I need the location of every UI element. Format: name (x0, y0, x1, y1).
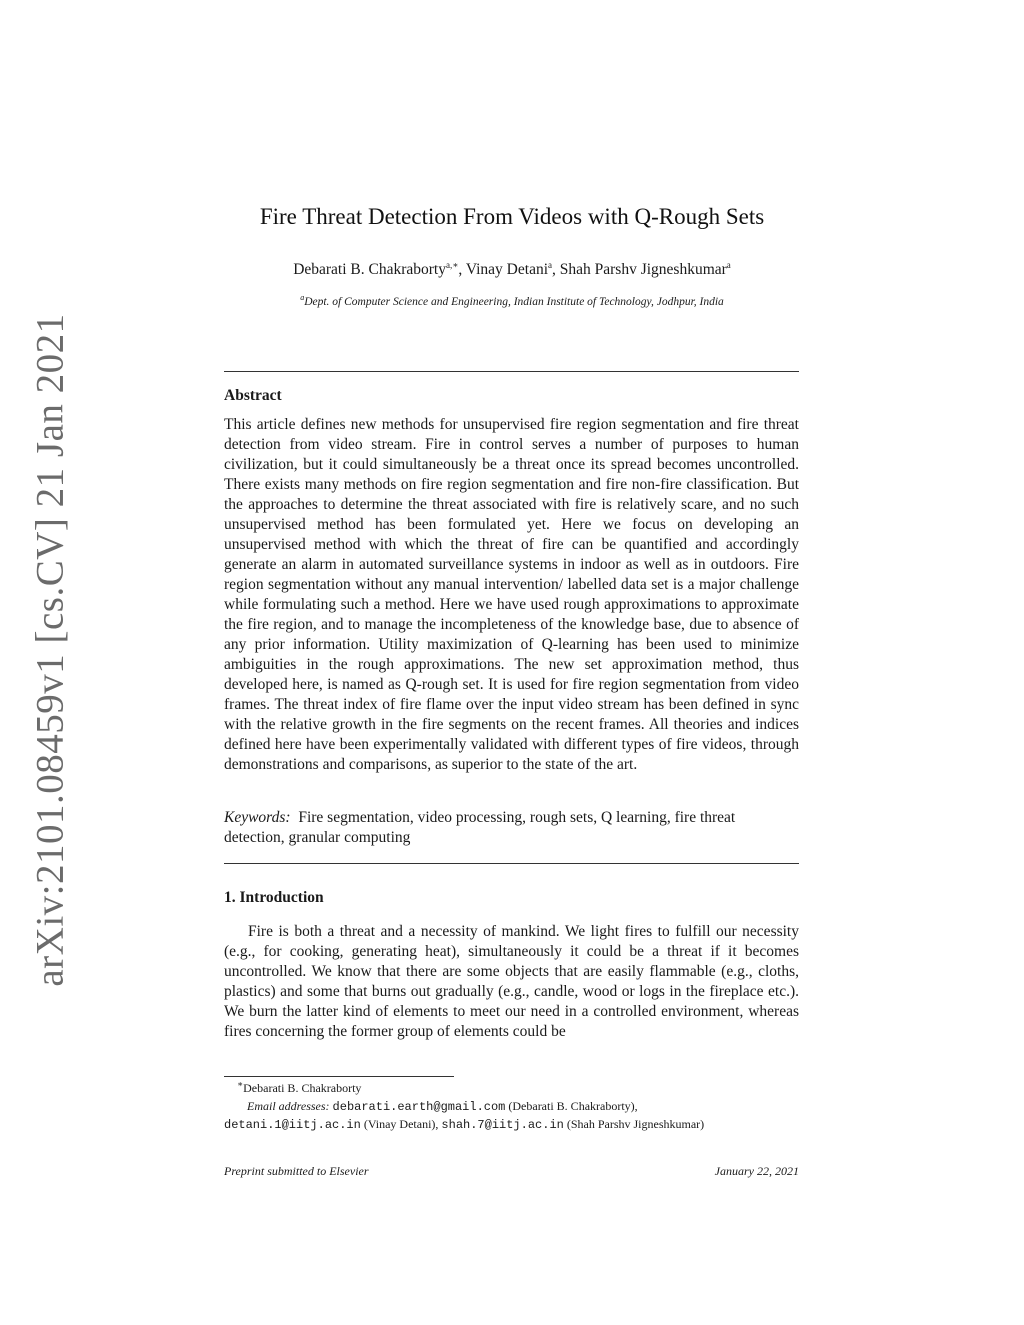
author-affiliation-marker: a (726, 259, 731, 270)
affiliation-text: Dept. of Computer Science and Engineering, Indian Institute of Technology, Jodhpur, India (304, 296, 724, 308)
abstract-heading: Abstract (224, 387, 282, 404)
section-heading-introduction: 1. Introduction (224, 889, 324, 906)
abstract-bottom-rule (224, 863, 799, 864)
keywords (224, 808, 799, 848)
email-owner: (Vinay Detani), (363, 1117, 439, 1131)
footnote-emails (224, 1098, 824, 1134)
email-label: Email addresses: (247, 1099, 330, 1113)
email-address-link[interactable]: detani.1@iitj.ac.in (224, 1118, 361, 1132)
footer-preprint-note: Preprint submitted to Elsevier (224, 1164, 369, 1178)
footnote-rule (224, 1076, 454, 1077)
email-address-link[interactable]: shah.7@iitj.ac.in (441, 1118, 564, 1132)
arxiv-identifier: arXiv:2101.08459v1 [cs.CV] 21 Jan 2021 (28, 313, 72, 987)
footnote-corresponding (237, 1081, 361, 1096)
email-owner: (Debarati B. Chakraborty), (508, 1099, 638, 1113)
introduction-text: Fire is both a threat and a necessity of mankind. We light fires to fulfill our necessity (e.g., for cooking, generating heat), simultaneously it could be a threat if it becomes uncontrolled. We know that there are some objects that are easily flammable (e.g., cloths, plastics) and some that burns out gradually (e.g., candle, wood or logs in the fireplace etc.). We burn the latter kind of elements to meet our need in a controlled environment, whereas fires concerning the former group of elements could be (224, 923, 799, 1040)
footer-date: January 22, 2021 (714, 1164, 799, 1178)
keywords-text: Fire segmentation, video processing, rough sets, Q learning, fire threat detection, granular computing (224, 809, 736, 846)
affiliation-marker: a (300, 293, 305, 303)
email-owner: (Shah Parshv Jigneshkumar) (566, 1117, 705, 1131)
author-name: Shah Parshv Jigneshkumar (559, 261, 727, 278)
abstract-top-rule (224, 371, 799, 372)
email-address-link[interactable]: debarati.earth@gmail.com (332, 1100, 506, 1114)
author-affiliation-marker: a (548, 259, 552, 270)
author-name: Debarati B. Chakraborty (293, 261, 446, 278)
footnote-marker: ∗ (237, 1079, 244, 1089)
affiliation (0, 293, 1024, 308)
paper-title: Fire Threat Detection From Videos with Q-Rough Sets (259, 204, 765, 229)
author-name: Vinay Detani (465, 261, 548, 278)
author-affiliation-marker: a,∗ (446, 259, 459, 270)
keywords-label: Keywords: (224, 809, 291, 826)
abstract-text: This article defines new methods for unsupervised fire region segmentation and fire threat detection from video stream. Fire in control serves a number of purposes to human civilization, but it could simultaneously be a threat once its spread becomes uncontrolled. There exists many methods on fire region segmentation and fire non-fire classification. But the approaches to determine the threat associated with fire is relatively scare, and no such unsupervised method has been formulated yet. Here we focus on developing an unsupervised method with which the threat of fire can be quantified and accordingly generate an alarm in automated surveillance systems in indoor as well as in outdoors. Fire region segmentation without any manual intervention/ labelled data set is a major challenge while formulating such a method. Here we have used rough approximations to approximate the fire region, and to manage the incompleteness of the knowledge base, due to absence of any prior information. Utility maximization of Q-learning has been used to minimize ambiguities in the rough approximations. The new set approximation method, thus developed here, is named as Q-rough set. It is used for fire region segmentation from video frames. The threat index of fire flame over the input video stream has been defined in sync with the relative growth in the fire segments on the recent frames. All theories and indices defined here have been experimentally validated with different types of fire videos, through demonstrations and comparisons, as superior to the state of the art. (224, 416, 799, 773)
author-list: Debarati B. Chakraborty$^{a,∗}$, Vinay Detani$^a$, Shah Parshv Jigneshkumar$^a$ (293, 259, 731, 278)
corresponding-author: Debarati B. Chakraborty (243, 1081, 362, 1095)
